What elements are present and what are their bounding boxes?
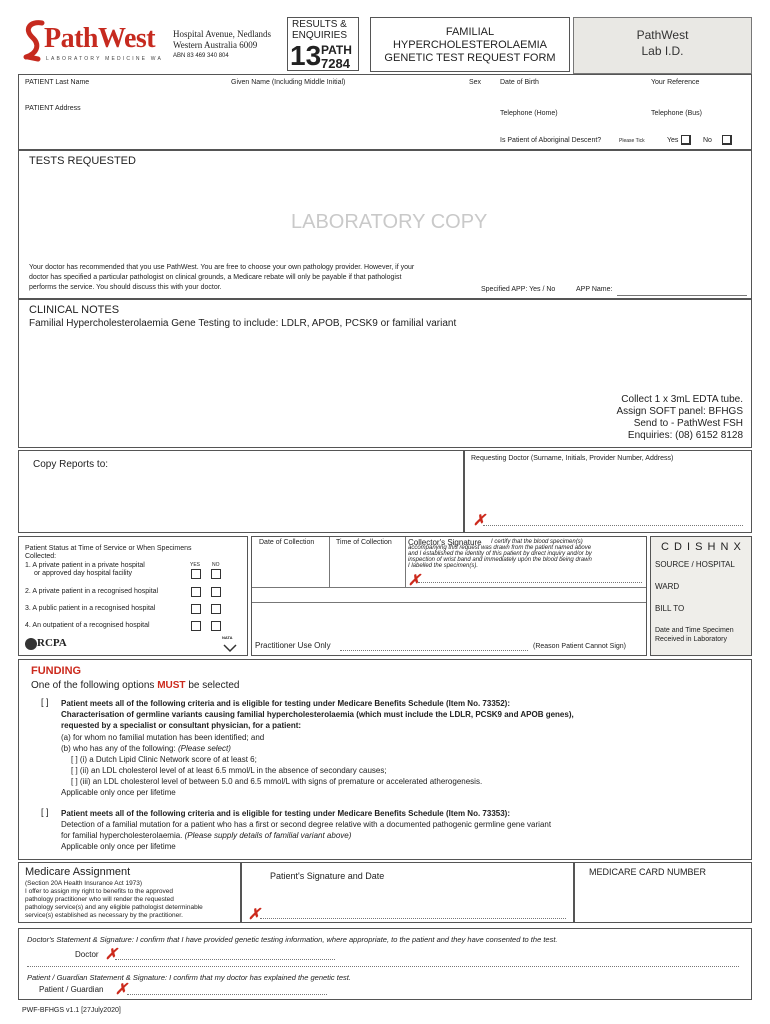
doctor-date-line[interactable] bbox=[27, 966, 739, 967]
collector-signature-label: Collector's Signature bbox=[408, 538, 482, 547]
medicare-text-1: (Section 20A Health Insurance Act 1973) bbox=[25, 880, 143, 887]
collector-certify-5: I labelled the specimen(s). bbox=[408, 563, 479, 569]
collector-certify-1: I certify that the blood specimen(s) bbox=[491, 539, 583, 545]
patient-signature-line[interactable] bbox=[260, 918, 566, 919]
results-enquiries-box bbox=[287, 17, 359, 71]
funding-intro-must: MUST bbox=[157, 680, 186, 691]
option-2-checkbox[interactable]: [ ] bbox=[41, 807, 49, 817]
copy-reports-label: Copy Reports to: bbox=[33, 459, 109, 470]
status-option-2: 2. A private patient in a recognised hospital bbox=[25, 588, 159, 595]
lab-id-title-1: PathWest bbox=[636, 28, 689, 42]
option-1-a: (a) for whom no familial mutation has been identified; and bbox=[61, 733, 265, 742]
status-2-yes-checkbox[interactable] bbox=[191, 587, 201, 597]
form-title-2: HYPERCHOLESTEROLAEMIA bbox=[392, 39, 548, 51]
requesting-doctor-label: Requesting Doctor (Surname, Initials, Provider Number, Address) bbox=[471, 455, 674, 462]
patient-status-box bbox=[18, 536, 248, 656]
medicare-text-5: service(s) established as necessary by the practitioner. bbox=[25, 912, 183, 919]
patient-address-label: PATIENT Address bbox=[25, 105, 81, 112]
collect-line-2: Assign SOFT panel: BFHGS bbox=[616, 406, 743, 417]
received-label-2: Received in Laboratory bbox=[655, 636, 727, 643]
option-1-checkbox[interactable]: [ ] bbox=[41, 697, 49, 707]
results-title-2: ENQUIRIES bbox=[292, 30, 348, 41]
status-3-yes-checkbox[interactable] bbox=[191, 604, 201, 614]
reference-label: Your Reference bbox=[651, 79, 700, 86]
collection-divider-2 bbox=[252, 602, 646, 603]
funding-intro-b: be selected bbox=[188, 680, 240, 691]
medicare-card-label[interactable]: MEDICARE CARD NUMBER bbox=[589, 867, 707, 877]
patient-signature-label: Patient's Signature and Date bbox=[270, 871, 385, 881]
requesting-doctor-signature-line[interactable] bbox=[483, 525, 743, 526]
collection-box bbox=[251, 536, 647, 656]
specified-app: Specified APP: Yes / No bbox=[481, 286, 556, 293]
option-1-b-text: (b) who has any of the following: bbox=[61, 744, 176, 753]
option-2-line-3 bbox=[61, 831, 351, 840]
statements-box bbox=[18, 928, 752, 1000]
clinical-notes-box bbox=[18, 299, 752, 448]
notice-line-1: Your doctor has recommended that you use PathWest. You are free to choose your own pathology provider. However, if your bbox=[29, 264, 415, 271]
clinical-notes-heading: CLINICAL NOTES bbox=[29, 304, 120, 316]
option-2-once: Applicable only once per lifetime bbox=[61, 842, 176, 851]
patient-details-box bbox=[18, 74, 752, 150]
medicare-assignment-box bbox=[18, 862, 241, 923]
collect-line-1: Collect 1 x 3mL EDTA tube. bbox=[621, 394, 743, 405]
address-line-2: Western Australia 6009 bbox=[173, 40, 258, 50]
dob-label: Date of Birth bbox=[500, 79, 539, 86]
lab-id-title-2: Lab I.D. bbox=[641, 44, 684, 58]
option-2-line-2: Detection of a familial mutation for a patient who has a first or second degree relative with a documented pathogenic germline gene variant bbox=[61, 820, 552, 829]
date-of-collection-label: Date of Collection bbox=[259, 539, 315, 546]
aboriginal-yes-label: Yes bbox=[667, 137, 679, 144]
status-yes-header: YES bbox=[190, 562, 201, 568]
collector-signature-line[interactable] bbox=[418, 582, 642, 583]
status-3-no-checkbox[interactable] bbox=[211, 604, 221, 614]
option-1-iii[interactable]: [ ] (iii) an LDL cholesterol level of between 5.0 and 6.5 mmol/L with signs of premature or accelerated atherogenesis. bbox=[71, 777, 483, 786]
status-no-header: NO bbox=[212, 562, 220, 568]
status-1-yes-checkbox[interactable] bbox=[191, 569, 201, 579]
received-label-1: Date and Time Specimen bbox=[655, 627, 734, 634]
brand-subtitle: LABORATORY MEDICINE WA bbox=[46, 56, 164, 62]
option-1-i[interactable]: [ ] (i) a Dutch Lipid Clinic Network score of at least 6; bbox=[71, 755, 257, 764]
funding-intro bbox=[31, 680, 239, 691]
collector-certify-4: inspection of wrist band and immediately upon the blood being drawn bbox=[408, 557, 592, 563]
doctor-statement-mark: ✗ bbox=[105, 946, 118, 963]
medicare-text-4: pathology service(s) and any eligible pathologist determinable bbox=[25, 904, 203, 911]
doctor-statement: Doctor's Statement & Signature: I confirm that I have provided genetic testing information, where appropriate, to the patient and they have consented to the test. bbox=[27, 935, 558, 944]
patient-signature-box bbox=[241, 862, 574, 923]
status-1-no-checkbox[interactable] bbox=[211, 569, 221, 579]
results-title-1: RESULTS & bbox=[292, 19, 347, 30]
rcpa-logo-icon bbox=[25, 638, 37, 650]
status-4-no-checkbox[interactable] bbox=[211, 621, 221, 631]
please-tick-label: Please Tick bbox=[619, 138, 645, 144]
collector-certify-2: accompanying this request was drawn from the patient named above bbox=[408, 545, 592, 551]
funding-heading: FUNDING bbox=[31, 665, 82, 677]
doctor-label: Doctor bbox=[75, 950, 99, 959]
phone-13: 13 bbox=[290, 40, 322, 71]
tests-requested-box bbox=[18, 150, 752, 299]
app-name-label: APP Name: bbox=[576, 286, 613, 293]
notice-line-3: performs the service. You should discuss this with your doctor. bbox=[29, 284, 222, 291]
patient-guardian-signature-line[interactable] bbox=[127, 994, 327, 995]
practitioner-use-label: Practitioner Use Only bbox=[255, 641, 331, 650]
patient-statement: Patient / Guardian Statement & Signature: I confirm that my doctor has explained the genetic test. bbox=[27, 973, 351, 982]
aboriginal-question: Is Patient of Aboriginal Descent? bbox=[500, 137, 602, 144]
phone-path: PATH bbox=[321, 43, 352, 57]
status-option-3: 3. A public patient in a recognised hospital bbox=[25, 605, 156, 612]
patient-statement-mark: ✗ bbox=[115, 981, 128, 998]
rcpa-logo-text: RCPA bbox=[37, 637, 67, 649]
laboratory-copy-watermark: LABORATORY COPY bbox=[291, 211, 488, 233]
funding-box bbox=[18, 659, 752, 860]
copy-reports-box bbox=[18, 450, 464, 533]
app-name-line[interactable] bbox=[617, 295, 747, 296]
tel-bus-label: Telephone (Bus) bbox=[651, 110, 702, 117]
clinical-notes-text: Familial Hypercholesterolaemia Gene Testing to include: LDLR, APOB, PCSK9 or familial variant bbox=[29, 318, 457, 329]
abn: ABN 83 469 340 804 bbox=[173, 53, 229, 59]
option-1-ii[interactable]: [ ] (ii) an LDL cholesterol level of at least 6.5 mmol/L in the absence of secondary causes; bbox=[71, 766, 387, 775]
option-1-line-2: Characterisation of germline variants causing familial hypercholesterolaemia (which must include the LDLR, PCSK9 and APOB genes), bbox=[61, 710, 574, 719]
status-option-1a: 1. A private patient in a private hospital bbox=[25, 562, 145, 569]
option-1-b-select: (Please select) bbox=[177, 744, 231, 753]
option-1-once: Applicable only once per lifetime bbox=[61, 788, 176, 797]
status-option-4: 4. An outpatient of a recognised hospital bbox=[25, 622, 150, 629]
option-1-b bbox=[61, 744, 231, 753]
form-title-1: FAMILIAL bbox=[445, 26, 495, 38]
patient-sign-mark: ✗ bbox=[248, 906, 261, 923]
medicare-text-3: pathology practitioner who will render the requested bbox=[25, 896, 174, 903]
doctor-signature-line[interactable] bbox=[115, 959, 335, 960]
practitioner-line[interactable] bbox=[340, 650, 528, 651]
nata-logo-text: NATA bbox=[222, 635, 233, 640]
option-2-line-3b: (Please supply details of familial variant above) bbox=[184, 831, 352, 840]
collection-divider-1 bbox=[252, 587, 646, 588]
medicare-heading: Medicare Assignment bbox=[25, 866, 131, 878]
notice-line-2: doctor has specified a particular pathologist on clinical grounds, a Medicare rebate will only be payable if that pathologist bbox=[29, 274, 402, 281]
requesting-doctor-box bbox=[464, 450, 752, 533]
option-2-line-1: Patient meets all of the following criteria and is eligible for testing under Medicare Benefits Schedule (Item No. 73353): bbox=[61, 809, 510, 818]
status-heading-1: Patient Status at Time of Service or When Specimens bbox=[25, 545, 192, 552]
medicare-card-box bbox=[574, 862, 752, 923]
cdishnx-letters: C D I S H N X bbox=[661, 541, 742, 553]
given-name-label: Given Name (Including Middle Initial) bbox=[231, 79, 346, 86]
option-1-line-1: Patient meets all of the following criteria and is eligible for testing under Medicare Benefits Schedule (Item No. 73352): bbox=[61, 699, 510, 708]
time-of-collection-label: Time of Collection bbox=[336, 539, 392, 546]
medicare-text-2: I offer to assign my right to benefits to the approved bbox=[25, 888, 174, 895]
patient-last-name-label: PATIENT Last Name bbox=[25, 79, 90, 86]
aboriginal-yes-checkbox[interactable] bbox=[681, 135, 691, 145]
tests-requested-heading: TESTS REQUESTED bbox=[29, 155, 136, 167]
phone-number: 7284 bbox=[321, 56, 350, 71]
status-2-no-checkbox[interactable] bbox=[211, 587, 221, 597]
collector-certify-3: and I established the identity of this patient by direct inquiry and/or by bbox=[408, 551, 592, 557]
form-code: PWF-BFHGS v1.1 [27July2020] bbox=[22, 1007, 121, 1014]
ward-label: WARD bbox=[655, 582, 680, 591]
doctor-sign-mark: ✗ bbox=[473, 512, 486, 529]
aboriginal-no-label: No bbox=[703, 137, 712, 144]
tel-home-label: Telephone (Home) bbox=[500, 110, 558, 117]
patient-guardian-label: Patient / Guardian bbox=[39, 985, 104, 994]
funding-intro-a: One of the following options bbox=[31, 680, 155, 691]
collector-sign-mark: ✗ bbox=[408, 572, 421, 589]
sex-label: Sex bbox=[469, 79, 482, 86]
aboriginal-no-checkbox[interactable] bbox=[722, 135, 732, 145]
status-4-yes-checkbox[interactable] bbox=[191, 621, 201, 631]
cdishnx-box bbox=[650, 536, 752, 656]
reason-cannot-sign-label: (Reason Patient Cannot Sign) bbox=[533, 643, 626, 650]
header-logo-box bbox=[18, 17, 288, 70]
bill-to-label: BILL TO bbox=[655, 604, 685, 613]
status-heading-2: Collected: bbox=[25, 553, 57, 560]
status-option-1b: or approved day hospital facility bbox=[34, 570, 133, 577]
option-2-line-3a: for familial hypercholesterolaemia. bbox=[61, 831, 183, 840]
option-1-line-3: requested by a specialist or consultant physician, for a patient: bbox=[61, 721, 302, 730]
collect-line-3: Send to - PathWest FSH bbox=[633, 418, 743, 429]
source-hospital-label: SOURCE / HOSPITAL bbox=[655, 560, 735, 569]
address-line-1: Hospital Avenue, Nedlands bbox=[173, 29, 272, 39]
collect-line-4: Enquiries: (08) 6152 8128 bbox=[627, 430, 743, 441]
brand-name: PathWest bbox=[44, 23, 156, 54]
form-title-3: GENETIC TEST REQUEST FORM bbox=[384, 52, 556, 64]
lab-id-box bbox=[573, 17, 752, 74]
form-title-box bbox=[370, 17, 570, 72]
